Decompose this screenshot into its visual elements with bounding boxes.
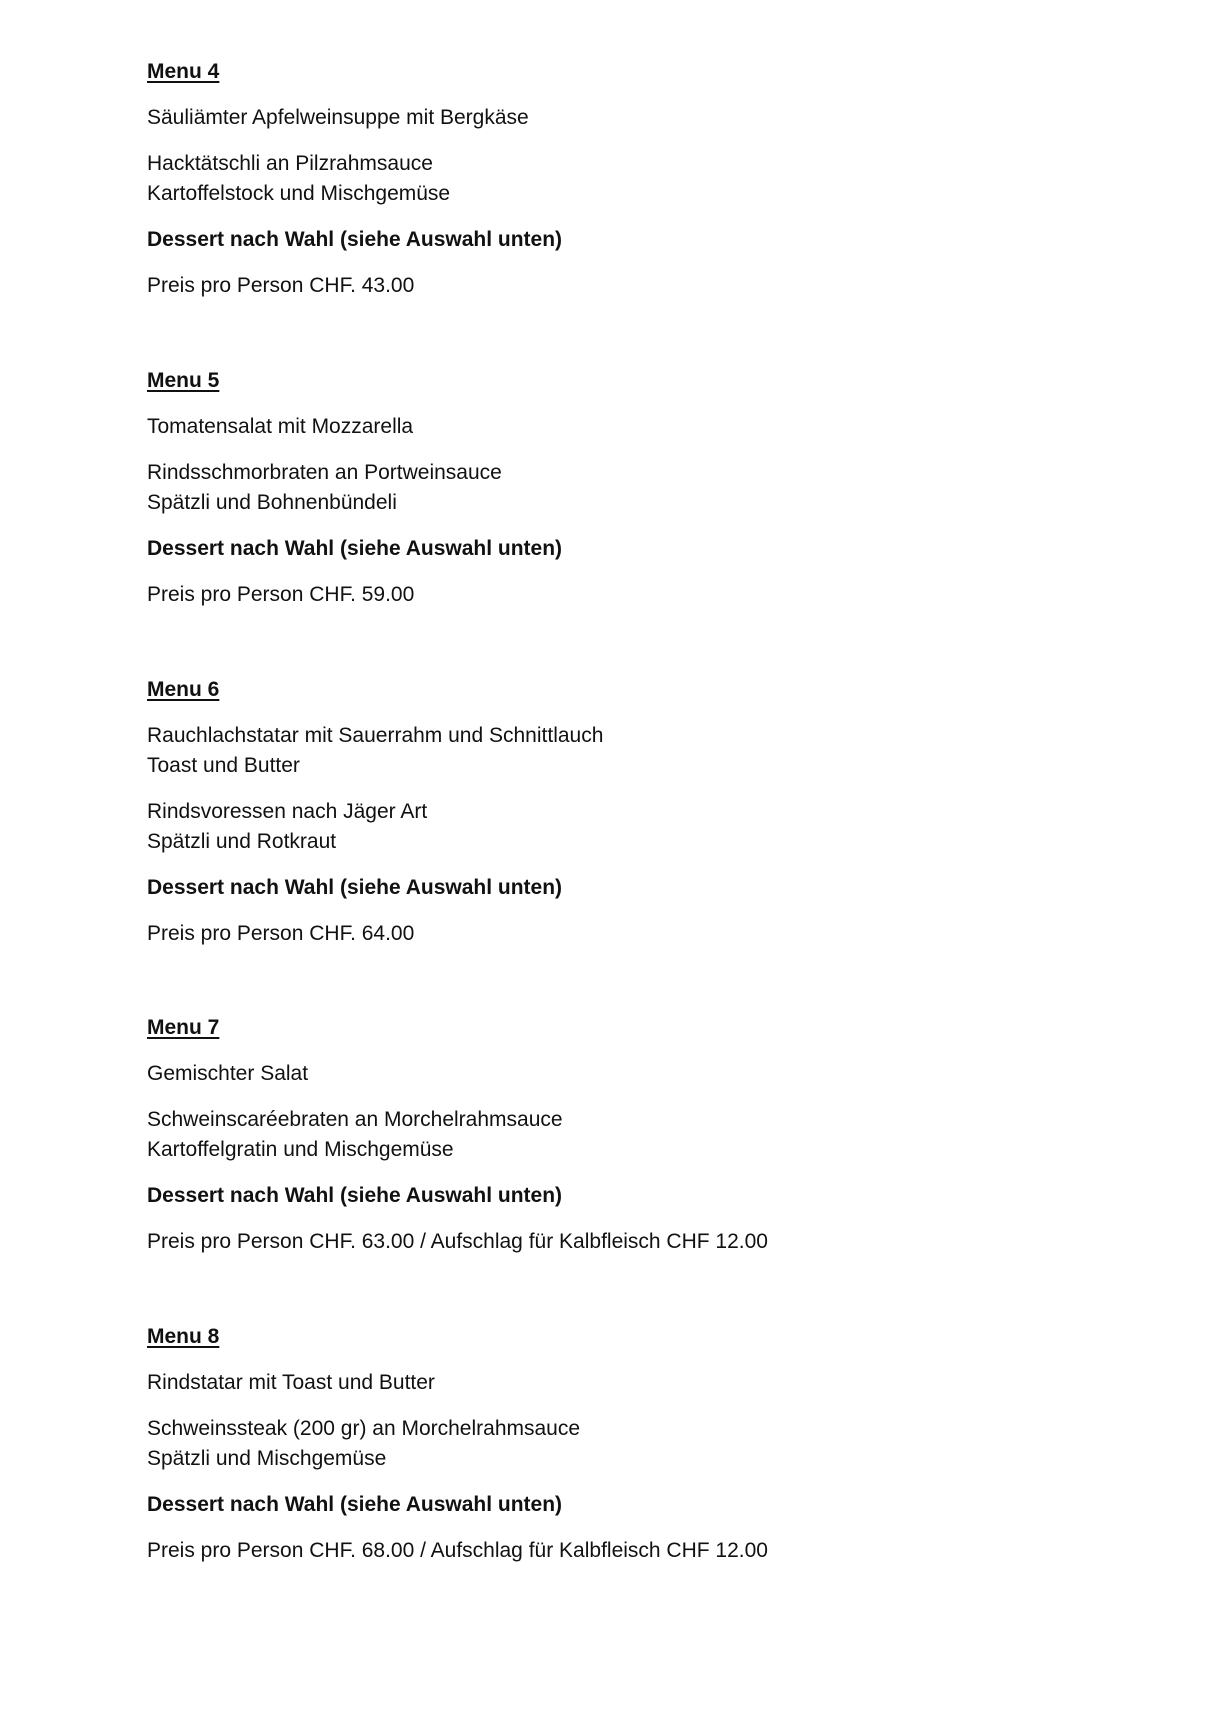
menu-section-7 [147,1013,1047,1273]
side-line: Spätzli und Rotkraut [147,830,337,853]
main-course [147,1414,1047,1474]
main-course [147,458,1047,518]
menu-title: Menu 5 [147,369,220,392]
starter-side-line: Toast und Butter [147,754,300,777]
main-course [147,1105,1047,1165]
side-line: Spätzli und Bohnenbündeli [147,491,397,514]
dessert-line: Dessert nach Wahl (siehe Auswahl unten) [147,1493,563,1516]
main-line: Schweinssteak (200 gr) an Morchelrahmsauce [147,1417,581,1440]
menu-section-6 [147,675,1047,965]
price-line: Preis pro Person CHF. 43.00 [147,274,415,297]
dessert-line: Dessert nach Wahl (siehe Auswahl unten) [147,537,563,560]
main-line: Rindsschmorbraten an Portweinsauce [147,461,502,484]
dessert-line: Dessert nach Wahl (siehe Auswahl unten) [147,1184,563,1207]
main-line: Rindsvoressen nach Jäger Art [147,800,428,823]
price-line: Preis pro Person CHF. 63.00 / Aufschlag für Kalbfleisch CHF 12.00 [147,1230,768,1253]
side-line: Kartoffelgratin und Mischgemüse [147,1138,454,1161]
starter-line: Gemischter Salat [147,1062,309,1085]
starter-line: Rindstatar mit Toast und Butter [147,1371,435,1394]
main-line: Hacktätschli an Pilzrahmsauce [147,152,433,175]
main-course [147,149,1047,209]
menu-section-5 [147,366,1047,626]
menu-title: Menu 4 [147,60,220,83]
side-line: Kartoffelstock und Mischgemüse [147,182,451,205]
main-line: Schweinscaréebraten an Morchelrahmsauce [147,1108,563,1131]
price-line: Preis pro Person CHF. 68.00 / Aufschlag für Kalbfleisch CHF 12.00 [147,1539,768,1562]
price-line: Preis pro Person CHF. 59.00 [147,583,415,606]
starter-course [147,103,1047,133]
starter-course [147,1368,1047,1398]
menu-section-4 [147,57,1047,317]
starter-course [147,412,1047,442]
starter-course [147,1059,1047,1089]
starter-line: Säuliämter Apfelweinsuppe mit Bergkäse [147,106,529,129]
dessert-line: Dessert nach Wahl (siehe Auswahl unten) [147,228,563,251]
price-line: Preis pro Person CHF. 64.00 [147,922,415,945]
menu-title: Menu 6 [147,678,220,701]
main-course [147,797,1047,857]
menu-section-8 [147,1322,1047,1582]
starter-line: Tomatensalat mit Mozzarella [147,415,414,438]
menu-title: Menu 7 [147,1016,220,1039]
dessert-line: Dessert nach Wahl (siehe Auswahl unten) [147,876,563,899]
menu-title: Menu 8 [147,1325,220,1348]
starter-line: Rauchlachstatar mit Sauerrahm und Schnittlauch [147,724,604,747]
starter-course [147,721,1047,781]
side-line: Spätzli und Mischgemüse [147,1447,387,1470]
